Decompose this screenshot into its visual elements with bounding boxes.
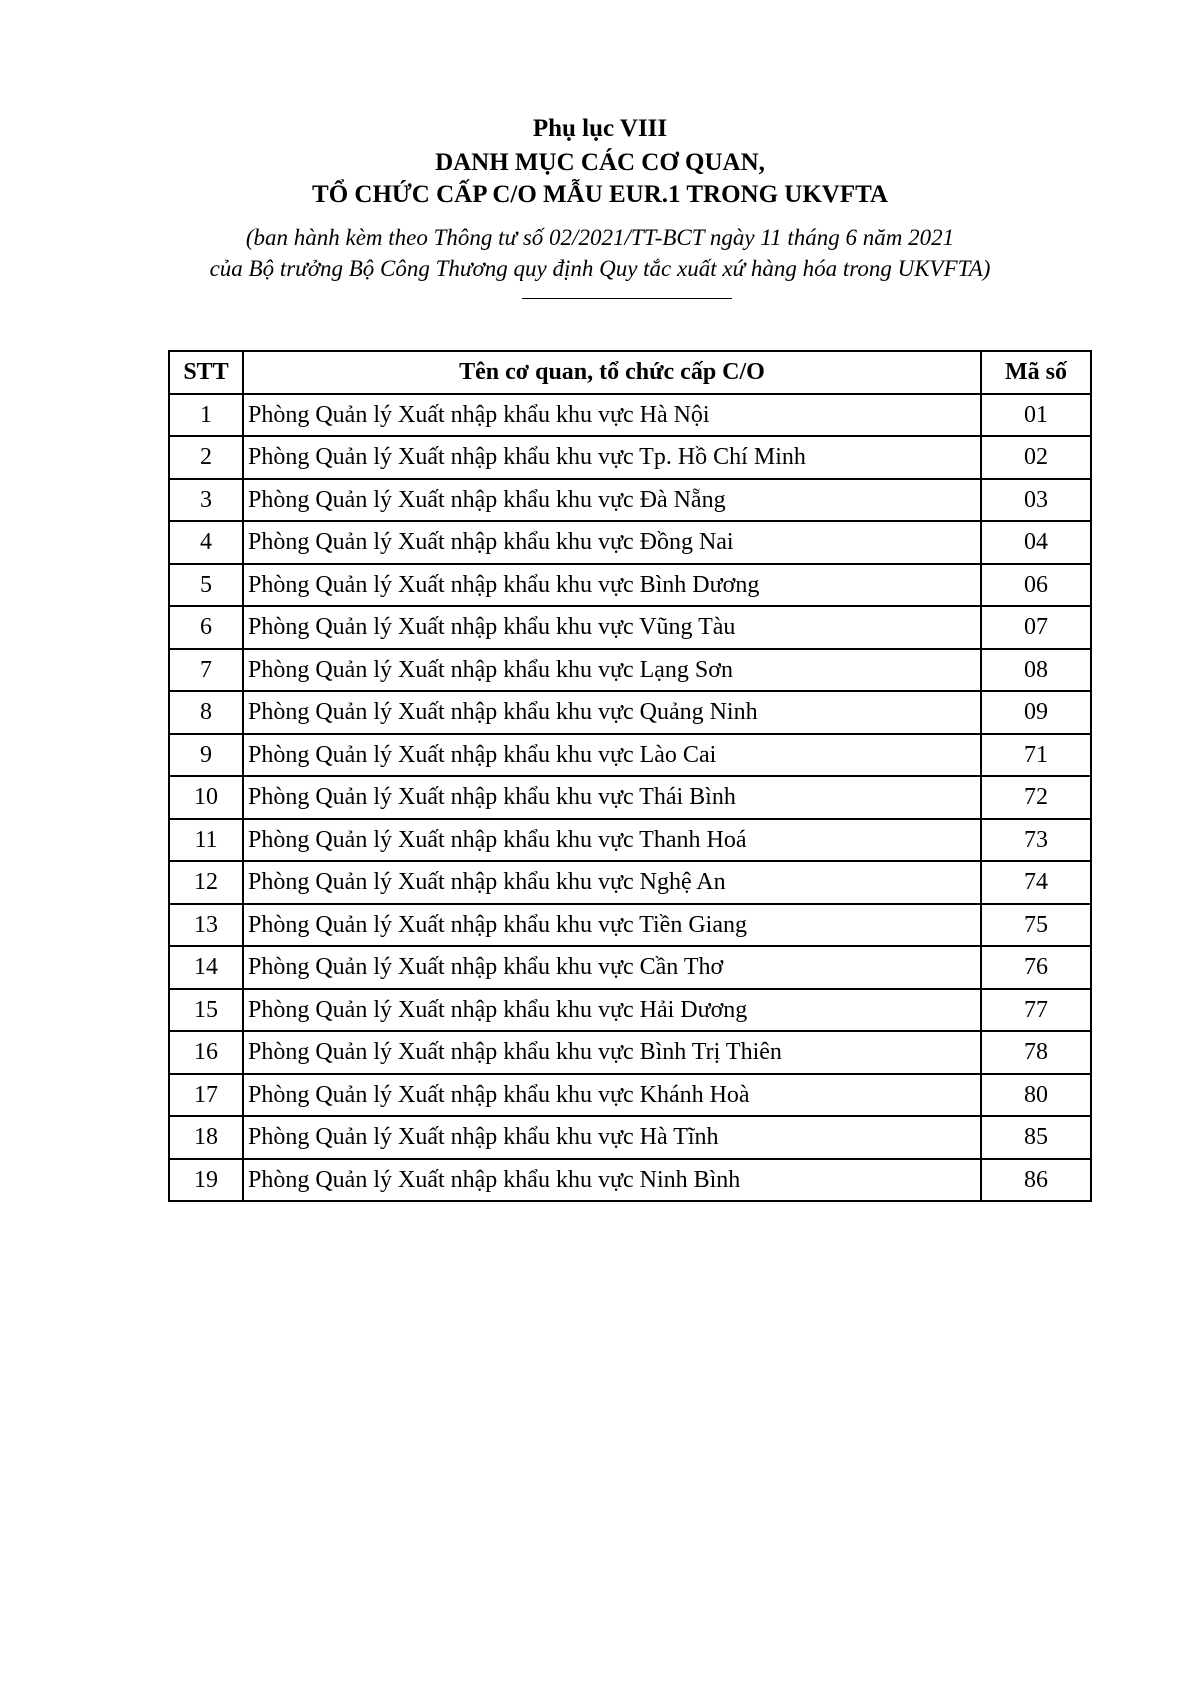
table-row: [169, 606, 1091, 649]
table-row: [169, 1159, 1091, 1202]
table-row: [169, 394, 1091, 437]
agency-code-cell: 03: [981, 479, 1091, 522]
table-row: [169, 1074, 1091, 1117]
table-row: [169, 861, 1091, 904]
agency-name-cell: Phòng Quản lý Xuất nhập khẩu khu vực Bình Trị Thiên: [243, 1031, 981, 1074]
agency-name-cell: Phòng Quản lý Xuất nhập khẩu khu vực Ninh Bình: [243, 1159, 981, 1202]
row-number-cell: 5: [169, 564, 243, 607]
agency-name-cell: Phòng Quản lý Xuất nhập khẩu khu vực Vũng Tàu: [243, 606, 981, 649]
row-number-cell: 15: [169, 989, 243, 1032]
agency-code-cell: 78: [981, 1031, 1091, 1074]
document-title-line-1: DANH MỤC CÁC CƠ QUAN,: [435, 149, 765, 176]
agency-name-cell: Phòng Quản lý Xuất nhập khẩu khu vực Quảng Ninh: [243, 691, 981, 734]
table-row: [169, 989, 1091, 1032]
table-row: [169, 819, 1091, 862]
table-row: [169, 436, 1091, 479]
table-row: [169, 734, 1091, 777]
agency-name-cell: Phòng Quản lý Xuất nhập khẩu khu vực Lạng Sơn: [243, 649, 981, 692]
agency-code-cell: 76: [981, 946, 1091, 989]
agency-name-cell: Phòng Quản lý Xuất nhập khẩu khu vực Thái Bình: [243, 776, 981, 819]
agency-name-cell: Phòng Quản lý Xuất nhập khẩu khu vực Lào Cai: [243, 734, 981, 777]
row-number-cell: 11: [169, 819, 243, 862]
row-number-cell: 8: [169, 691, 243, 734]
column-header-code: Mã số: [981, 351, 1091, 394]
agency-name-cell: Phòng Quản lý Xuất nhập khẩu khu vực Khánh Hoà: [243, 1074, 981, 1117]
row-number-cell: 13: [169, 904, 243, 947]
agency-code-cell: 09: [981, 691, 1091, 734]
agency-code-cell: 72: [981, 776, 1091, 819]
row-number-cell: 1: [169, 394, 243, 437]
agency-name-cell: Phòng Quản lý Xuất nhập khẩu khu vực Hải Dương: [243, 989, 981, 1032]
agency-name-cell: Phòng Quản lý Xuất nhập khẩu khu vực Bình Dương: [243, 564, 981, 607]
agency-code-cell: 07: [981, 606, 1091, 649]
table-row: [169, 946, 1091, 989]
agency-name-cell: Phòng Quản lý Xuất nhập khẩu khu vực Đồng Nai: [243, 521, 981, 564]
document-subtitle-line-2: của Bộ trưởng Bộ Công Thương quy định Quy tắc xuất xứ hàng hóa trong UKVFTA): [209, 256, 991, 281]
row-number-cell: 6: [169, 606, 243, 649]
document-title: [0, 147, 1200, 211]
agency-code-cell: 71: [981, 734, 1091, 777]
appendix-title: Phụ lục VIII: [532, 115, 668, 142]
row-number-cell: 18: [169, 1116, 243, 1159]
agency-code-cell: 73: [981, 819, 1091, 862]
row-number-cell: 12: [169, 861, 243, 904]
title-divider: [522, 298, 732, 299]
table-row: [169, 1116, 1091, 1159]
agency-code-cell: 86: [981, 1159, 1091, 1202]
issuing-agencies-table: [168, 350, 1092, 1202]
table-row: [169, 521, 1091, 564]
agency-name-cell: Phòng Quản lý Xuất nhập khẩu khu vực Hà Nội: [243, 394, 981, 437]
row-number-cell: 16: [169, 1031, 243, 1074]
agency-code-cell: 85: [981, 1116, 1091, 1159]
agency-code-cell: 02: [981, 436, 1091, 479]
document-subtitle-line-1: (ban hành kèm theo Thông tư số 02/2021/TT-BCT ngày 11 tháng 6 năm 2021: [245, 225, 955, 250]
table-row: [169, 1031, 1091, 1074]
table-row: [169, 691, 1091, 734]
agency-code-cell: 75: [981, 904, 1091, 947]
row-number-cell: 10: [169, 776, 243, 819]
row-number-cell: 17: [169, 1074, 243, 1117]
document-subtitle: [0, 222, 1200, 284]
agency-code-cell: 08: [981, 649, 1091, 692]
row-number-cell: 14: [169, 946, 243, 989]
table-body: [169, 394, 1091, 1202]
table-row: [169, 564, 1091, 607]
agency-code-cell: 74: [981, 861, 1091, 904]
table-row: [169, 776, 1091, 819]
row-number-cell: 3: [169, 479, 243, 522]
agency-name-cell: Phòng Quản lý Xuất nhập khẩu khu vực Tiền Giang: [243, 904, 981, 947]
table-row: [169, 649, 1091, 692]
row-number-cell: 7: [169, 649, 243, 692]
agency-name-cell: Phòng Quản lý Xuất nhập khẩu khu vực Hà Tĩnh: [243, 1116, 981, 1159]
agency-name-cell: Phòng Quản lý Xuất nhập khẩu khu vực Cần Thơ: [243, 946, 981, 989]
agency-code-cell: 04: [981, 521, 1091, 564]
agency-name-cell: Phòng Quản lý Xuất nhập khẩu khu vực Thanh Hoá: [243, 819, 981, 862]
document-title-line-2: TỔ CHỨC CẤP C/O MẪU EUR.1 TRONG UKVFTA: [312, 181, 888, 208]
agency-code-cell: 80: [981, 1074, 1091, 1117]
agency-name-cell: Phòng Quản lý Xuất nhập khẩu khu vực Tp. Hồ Chí Minh: [243, 436, 981, 479]
table-header-row: [169, 351, 1091, 394]
agency-name-cell: Phòng Quản lý Xuất nhập khẩu khu vực Đà Nẵng: [243, 479, 981, 522]
column-header-stt: STT: [169, 351, 243, 394]
row-number-cell: 19: [169, 1159, 243, 1202]
agency-code-cell: 01: [981, 394, 1091, 437]
agency-code-cell: 06: [981, 564, 1091, 607]
row-number-cell: 2: [169, 436, 243, 479]
table-row: [169, 904, 1091, 947]
column-header-name: Tên cơ quan, tổ chức cấp C/O: [243, 351, 981, 394]
agency-name-cell: Phòng Quản lý Xuất nhập khẩu khu vực Nghệ An: [243, 861, 981, 904]
row-number-cell: 4: [169, 521, 243, 564]
table-row: [169, 479, 1091, 522]
row-number-cell: 9: [169, 734, 243, 777]
agency-code-cell: 77: [981, 989, 1091, 1032]
